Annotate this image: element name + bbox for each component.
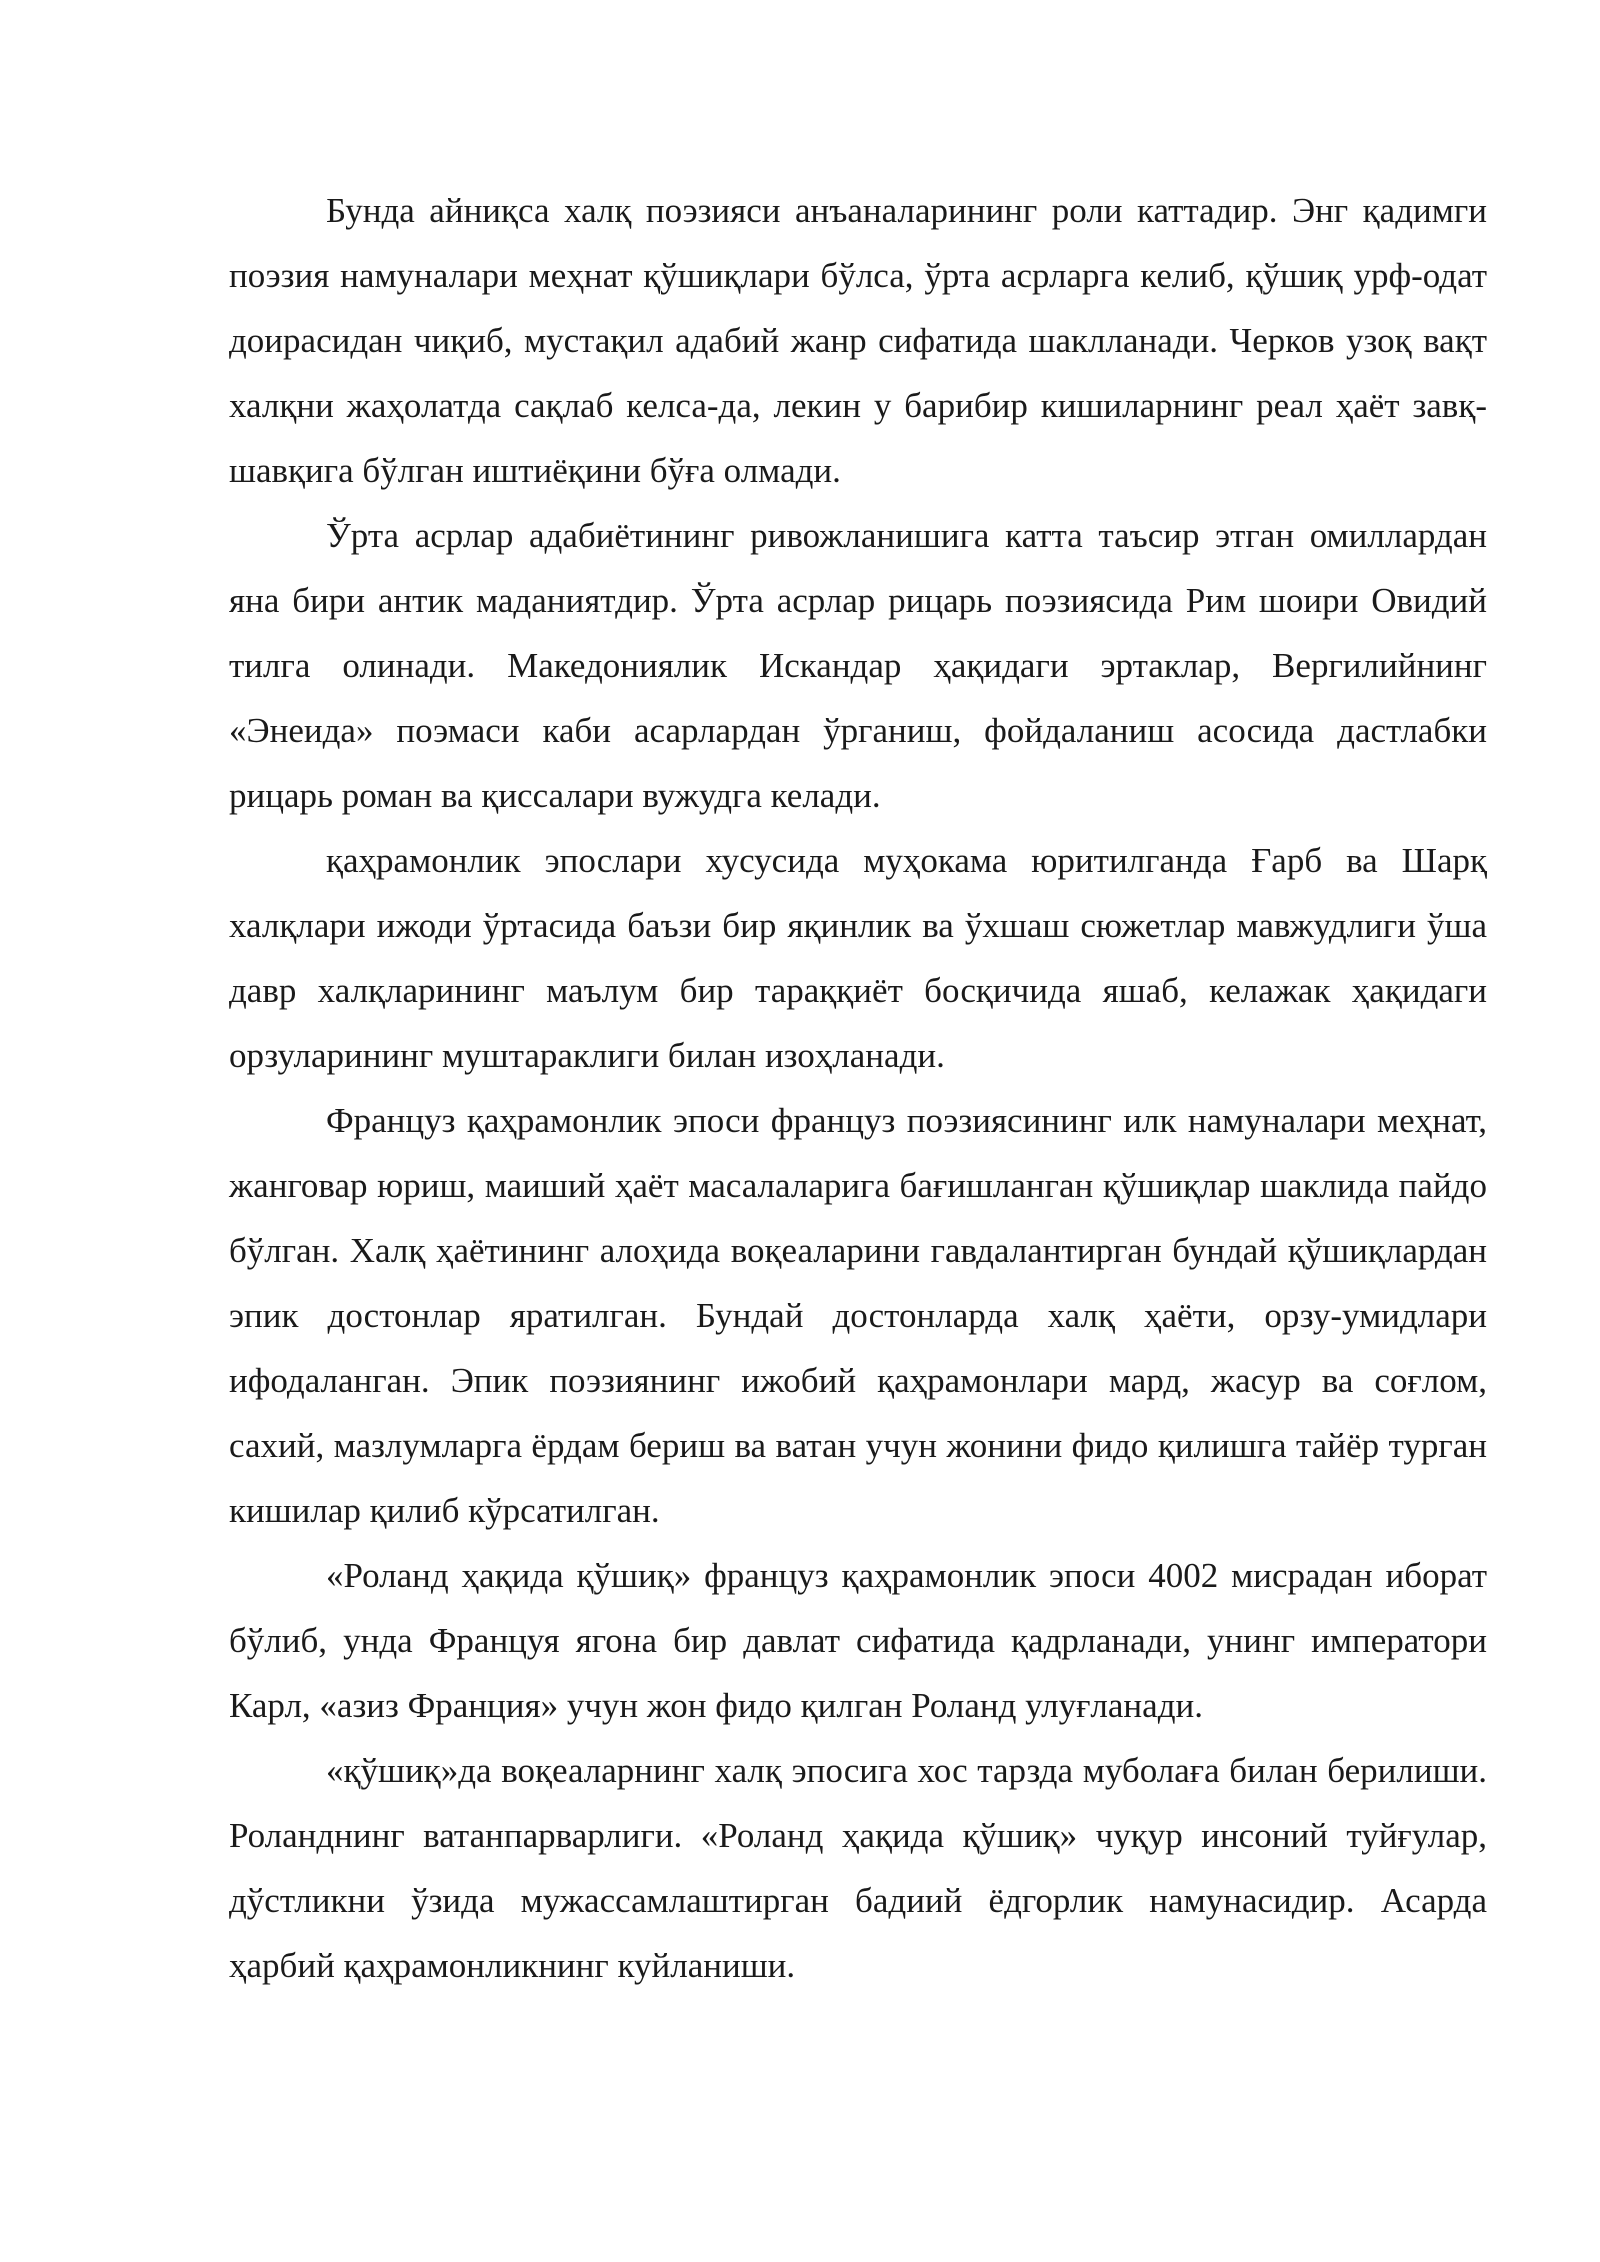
paragraph-2: Ўрта асрлар адабиётининг ривожланишига катта таъсир этган омиллардан яна бири антик маданиятдир. Ўрта асрлар рицарь поэзиясида Рим шоири Овидий тилга олинади. Македониялик Искандар ҳақидаги эртаклар, Вергилийнинг «Энеида» поэмаси каби асарлардан ўрганиш, фойдаланиш асосида дастлабки рицарь роман ва қиссалари вужудга келади. bbox=[229, 516, 1487, 815]
paragraph-1: Бунда айниқса халқ поэзияси анъаналарининг роли каттадир. Энг қадимги поэзия намуналари меҳнат қўшиқлари бўлса, ўрта асрларга келиб, қўшиқ урф-одат доирасидан чиқиб, мустақил адабий жанр сифатида шаклланади. Черков узоқ вақт халқни жаҳолатда сақлаб келса-да, лекин у барибир кишиларнинг реал ҳаёт завқ-шавқига бўлган иштиёқини бўға олмади. bbox=[229, 191, 1487, 490]
document-body bbox=[229, 178, 1487, 1998]
paragraph-4: Француз қаҳрамонлик эпоси француз поэзиясининг илк намуналари меҳнат, жанговар юриш, маиший ҳаёт масалаларига бағишланган қўшиқлар шаклида пайдо бўлган. Халқ ҳаётининг алоҳида воқеаларини гавдалантирган бундай қўшиқлардан эпик достонлар яратилган. Бундай достонларда халқ ҳаёти, орзу-умидлари ифодаланган. Эпик поэзиянинг ижобий қаҳрамонлари мард, жасур ва соғлом, сахий, мазлумларга ёрдам бериш ва ватан учун жонини фидо қилишга тайёр турган кишилар қилиб кўрсатилган. bbox=[229, 1101, 1487, 1530]
paragraph-6: «қўшиқ»да воқеаларнинг халқ эпосига хос тарзда муболаға билан берилиши. Роланднинг ватанпарварлиги. «Роланд ҳақида қўшиқ» чуқур инсоний туйғулар, дўстликни ўзида мужассамлаштирган бадиий ёдгорлик намунасидир. Асарда ҳарбий қаҳрамонликнинг куйланиши. bbox=[229, 1751, 1487, 1985]
paragraph-3: қаҳрамонлик эпослари хусусида муҳокама юритилганда Ғарб ва Шарқ халқлари ижоди ўртасида баъзи бир яқинлик ва ўхшаш сюжетлар мавжудлиги ўша давр халқларининг маълум бир тараққиёт босқичида яшаб, келажак ҳақидаги орзуларининг муштараклиги билан изоҳланади. bbox=[229, 841, 1487, 1075]
paragraph-5: «Роланд ҳақида қўшиқ» француз қаҳрамонлик эпоси 4002 мисрадан иборат бўлиб, унда Француя ягона бир давлат сифатида қадрланади, унинг императори Карл, «азиз Франция» учун жон фидо қилган Роланд улуғланади. bbox=[229, 1556, 1487, 1725]
